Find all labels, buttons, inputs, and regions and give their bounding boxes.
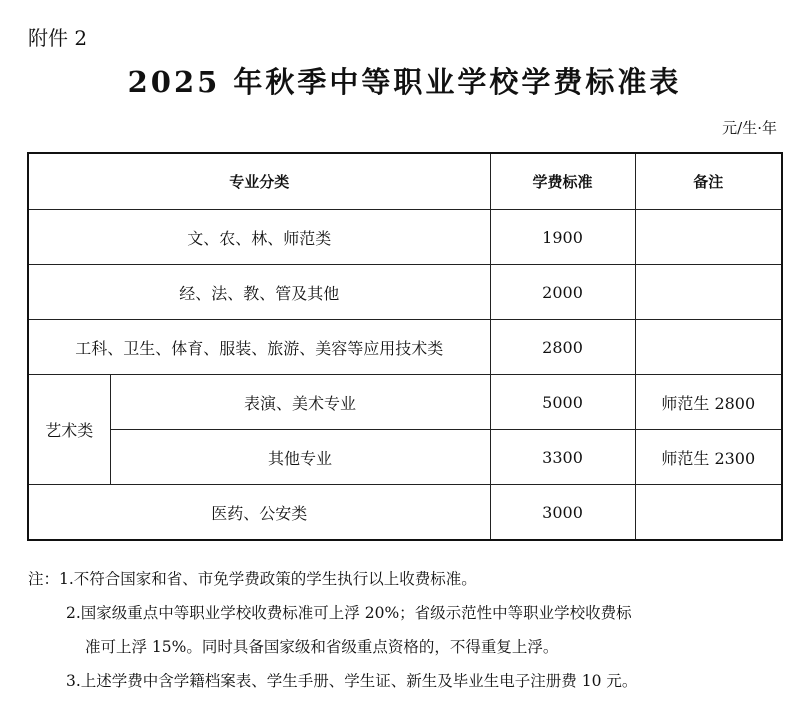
note-3: 3.上述学费中含学籍档案表、学生手册、学生证、新生及毕业生电子注册费 10 元。 (66, 672, 638, 690)
header-fee: 学费标准 (490, 153, 635, 210)
remark-cell: 师范生 2800 (635, 375, 782, 430)
fee-cell: 5000 (490, 375, 635, 430)
category-cell: 经、法、教、管及其他 (28, 265, 490, 320)
remark-cell (635, 210, 782, 265)
notes-section (28, 562, 788, 698)
remark-cell: 师范生 2300 (635, 430, 782, 485)
fee-cell: 3000 (490, 485, 635, 541)
category-cell: 文、农、林、师范类 (28, 210, 490, 265)
table-row (28, 375, 782, 430)
page-title: 2025 年秋季中等职业学校学费标准表 (127, 65, 682, 99)
table-row (28, 210, 782, 265)
fee-cell: 3300 (490, 430, 635, 485)
category-cell: 工科、卫生、体育、服装、旅游、美容等应用技术类 (28, 320, 490, 375)
table-row (28, 485, 782, 541)
remark-cell (635, 320, 782, 375)
fee-cell: 2000 (490, 265, 635, 320)
table-row (28, 320, 782, 375)
category-cell: 医药、公安类 (28, 485, 490, 541)
art-group-cell: 艺术类 (28, 375, 110, 485)
table-row (28, 430, 782, 485)
fee-table (27, 152, 783, 541)
remark-cell (635, 485, 782, 541)
remark-cell (635, 265, 782, 320)
unit-label: 元/生·年 (722, 119, 777, 137)
note-2: 2.国家级重点中等职业学校收费标准可上浮 20%；省级示范性中等职业学校收费标 (66, 604, 632, 622)
note-1: 注：1.不符合国家和省、市免学费政策的学生执行以上收费标准。 (28, 570, 477, 588)
header-category: 专业分类 (28, 153, 490, 210)
category-cell: 表演、美术专业 (110, 375, 490, 430)
header-remark: 备注 (635, 153, 782, 210)
note-2-continued: 准可上浮 15%。同时具备国家级和省级重点资格的，不得重复上浮。 (85, 638, 559, 656)
table-header-row (28, 153, 782, 210)
fee-cell: 2800 (490, 320, 635, 375)
table-row (28, 265, 782, 320)
category-cell: 其他专业 (110, 430, 490, 485)
attachment-label: 附件 2 (28, 26, 88, 50)
fee-cell: 1900 (490, 210, 635, 265)
